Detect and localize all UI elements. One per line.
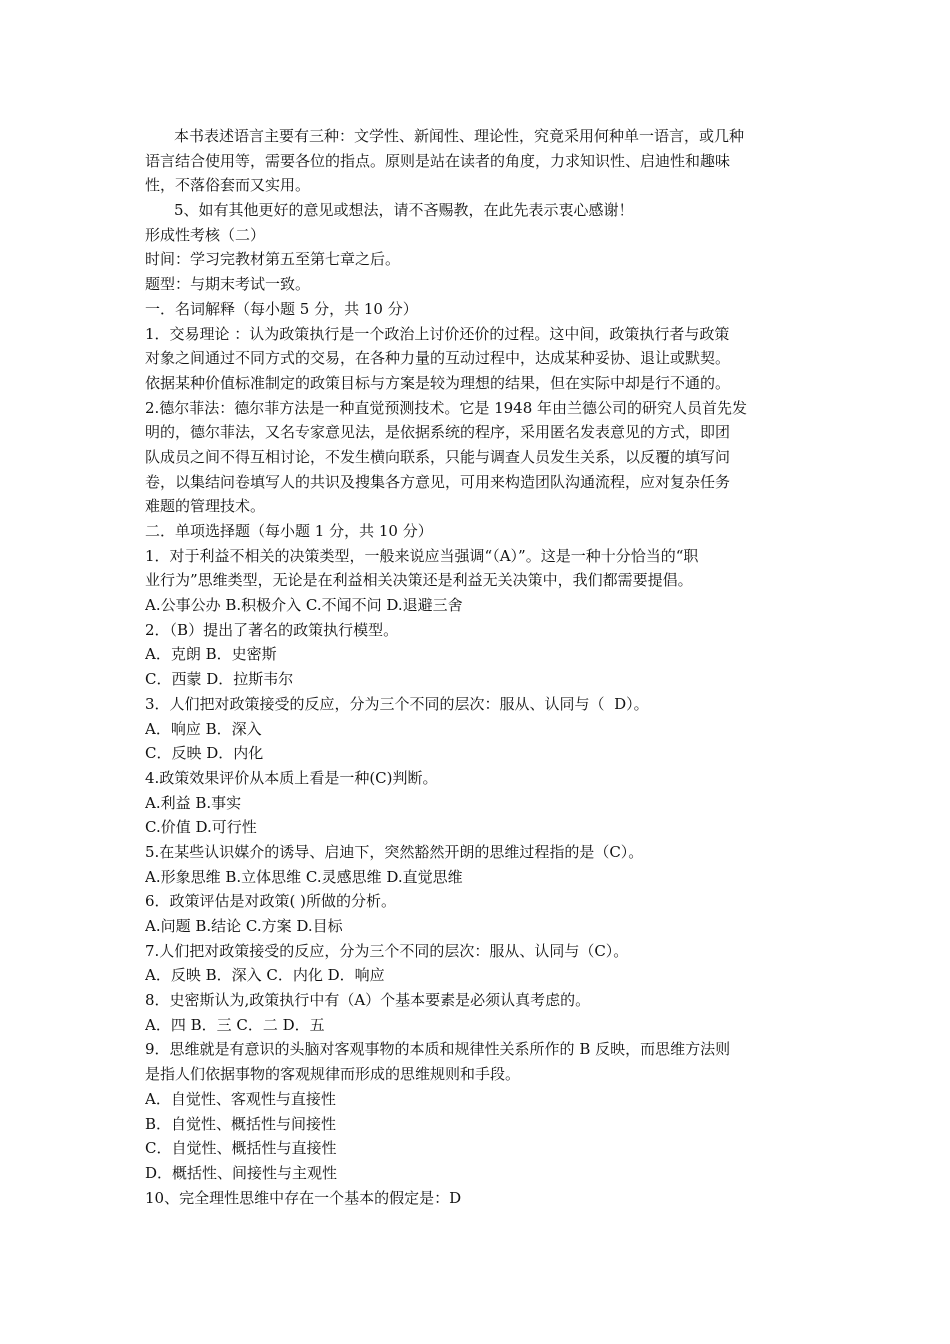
intro-line: 5、如有其他更好的意见或想法，请不吝赐教，在此先表示衷心感谢！ [174, 201, 634, 220]
question-line: B．自觉性、概括性与间接性 [145, 1114, 337, 1133]
question-line: 10、完全理性思维中存在一个基本的假定是：D [145, 1188, 462, 1207]
term-line: 对象之间通过不同方式的交易，在各种力量的互动过程中，达成某种妥协、退让或默契。 [145, 349, 731, 368]
document-page [145, 124, 817, 1210]
question-line: A．响应 B．深入 [145, 719, 262, 738]
question-line: D．概括性、间接性与主观性 [145, 1163, 338, 1182]
intro-line: 性，不落俗套而又实用。 [145, 176, 311, 195]
question-line: A．反映 B．深入 C．内化 D．响应 [145, 966, 385, 985]
term-line: 依据某种价值标准制定的政策目标与方案是较为理想的结果，但在实际中却是行不通的。 [145, 373, 731, 392]
question-line: 业行为”思维类型，无论是在利益相关决策还是利益无关决策中，我们都需要提倡。 [145, 571, 693, 590]
question-line: A．克朗 B．史密斯 [145, 645, 277, 664]
section-heading-choice: 二．单项选择题（每小题 1 分，共 10 分） [145, 522, 433, 540]
question-line: A.公事公办 B.积极介入 C.不闻不问 D.退避三舍 [145, 596, 463, 615]
question-line: 8．史密斯认为,政策执行中有（A）个基本要素是必须认真考虑的。 [145, 991, 591, 1010]
assessment-time: 时间：学习完教材第五至第七章之后。 [145, 250, 401, 269]
question-line: 4.政策效果评价从本质上看是一种(C)判断。 [145, 768, 438, 787]
term-line: 明的，德尔菲法，又名专家意见法，是依据系统的程序，采用匿名发表意见的方式，即团 [145, 423, 731, 442]
intro-line: 本书表述语言主要有三种：文学性、新闻性、理论性，究竟采用何种单一语言，或几种 [174, 127, 745, 145]
question-line: 5.在某些认识媒介的诱导、启迪下，突然豁然开朗的思维过程指的是（C）。 [145, 842, 644, 861]
term-line: 2.德尔菲法：德尔菲方法是一种直觉预测技术。它是 1948 年由兰德公司的研究人员首先发 [145, 398, 748, 417]
assessment-title: 形成性考核（二） [145, 225, 266, 244]
question-line: 6．政策评估是对政策( )所做的分析。 [145, 892, 397, 911]
question-line: 1．对于利益不相关的决策类型，一般来说应当强调“（A）”。这是一种十分恰当的“职 [145, 546, 699, 565]
question-line: C．西蒙 D．拉斯韦尔 [145, 670, 294, 689]
question-line: A．自觉性、客观性与直接性 [145, 1089, 336, 1108]
question-line: C．自觉性、概括性与直接性 [145, 1139, 337, 1158]
question-line: C．反映 D．内化 [145, 744, 264, 763]
question-line: C.价值 D.可行性 [145, 818, 257, 837]
question-line: 是指人们依据事物的客观规律而形成的思维规则和手段。 [145, 1065, 521, 1084]
question-line: 2．（B）提出了著名的政策执行模型。 [145, 620, 399, 639]
question-line: 9．思维就是有意识的头脑对客观事物的本质和规律性关系所作的 B 反映，而思维方法则 [145, 1040, 731, 1059]
question-line: 3．人们把对政策接受的反应，分为三个不同的层次：服从、认同与（ D）。 [145, 694, 649, 713]
question-line: A.利益 B.事实 [145, 793, 242, 812]
intro-line: 语言结合使用等，需要各位的指点。原则是站在读者的角度，力求知识性、启迪性和趣味 [145, 151, 731, 170]
question-line: A．四 B．三 C．二 D．五 [145, 1015, 325, 1034]
question-line: A.问题 B.结论 C.方案 D.目标 [145, 917, 343, 935]
term-line: 难题的管理技术。 [145, 497, 266, 516]
section-heading-terms: 一．名词解释（每小题 5 分，共 10 分） [145, 299, 418, 318]
question-line: A.形象思维 B.立体思维 C.灵感思维 D.直觉思维 [145, 867, 463, 886]
assessment-type: 题型：与期末考试一致。 [145, 275, 311, 294]
term-line: 1．交易理论 ：认为政策执行是一个政治上讨价还价的过程。这中间，政策执行者与政策 [145, 324, 730, 343]
term-line: 队成员之间不得互相讨论，不发生横向联系，只能与调查人员发生关系，以反覆的填写问 [145, 447, 731, 466]
term-line: 卷，以集结问卷填写人的共识及搜集各方意见，可用来构造团队沟通流程，应对复杂任务 [145, 472, 731, 491]
question-line: 7.人们把对政策接受的反应，分为三个不同的层次：服从、认同与（C）。 [145, 941, 629, 960]
